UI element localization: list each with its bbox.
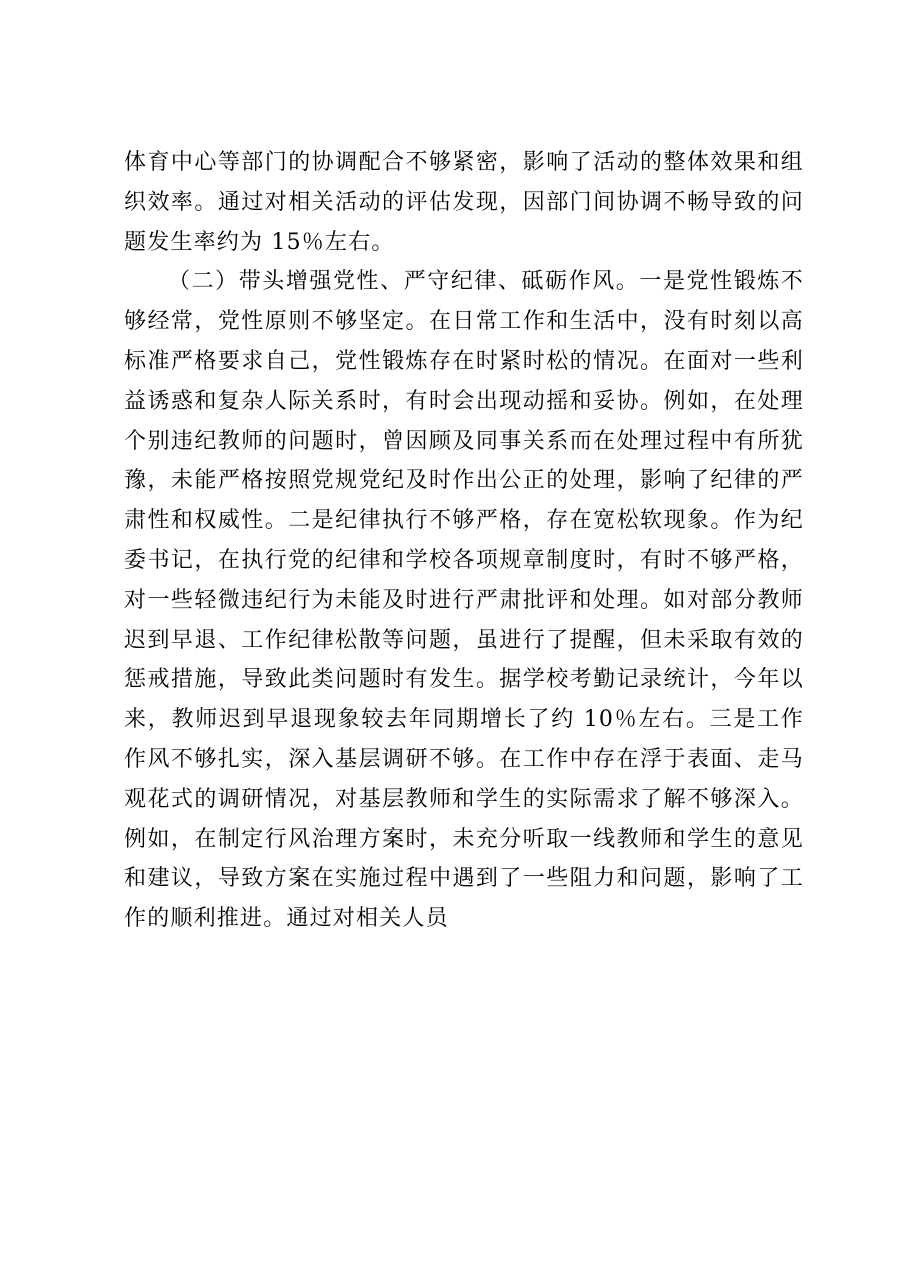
document-body	[124, 143, 804, 939]
paragraph-section-two: （二）带头增强党性、严守纪律、砥砺作风。一是党性锻炼不够经常，党性原则不够坚定。在日常工作和生活中，没有时刻以高标准严格要求自己，党性锻炼存在时紧时松的情况。在面对一些利益诱惑和复杂人际关系时，有时会出现动摇和妥协。例如，在处理个别违纪教师的问题时，曾因顾及同事关系而在处理过程中有所犹豫，未能严格按照党规党纪及时作出公正的处理，影响了纪律的严肃性和权威性。二是纪律执行不够严格，存在宽松软现象。作为纪委书记，在执行党的纪律和学校各项规章制度时，有时不够严格，对一些轻微违纪行为未能及时进行严肃批评和处理。如对部分教师迟到早退、工作纪律松散等问题，虽进行了提醒，但未采取有效的惩戒措施，导致此类问题时有发生。据学校考勤记录统计，今年以来，教师迟到早退现象较去年同期增长了约 10％左右。三是工作作风不够扎实，深入基层调研不够。在工作中存在浮于表面、走马观花式的调研情况，对基层教师和学生的实际需求了解不够深入。例如，在制定行风治理方案时，未充分听取一线教师和学生的意见和建议，导致方案在实施过程中遇到了一些阻力和问题，影响了工作的顺利推进。通过对相关人员	[124, 269, 804, 932]
paragraph-continued: 体育中心等部门的协调配合不够紧密，影响了活动的整体效果和组织效率。通过对相关活动的评估发现，因部门间协调不畅导致的问题发生率约为 15％左右。	[124, 150, 804, 255]
